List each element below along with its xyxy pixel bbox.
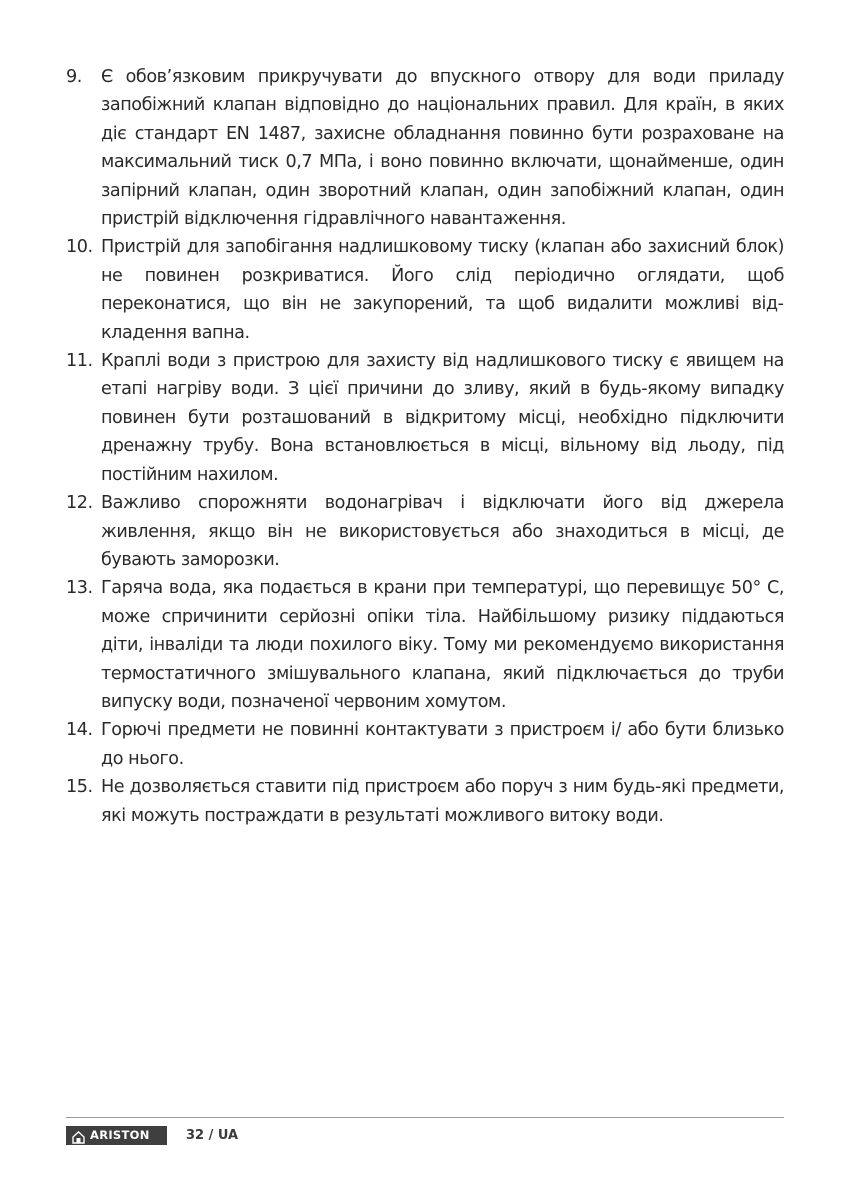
item-number: 9. (66, 67, 82, 87)
list-item-13 (66, 574, 784, 716)
instructions-list (66, 63, 784, 830)
item-number: 10. (66, 237, 93, 258)
list-item-15 (66, 773, 784, 830)
brand-logo (66, 1126, 167, 1145)
item-text: Не дозволяється ставити під пристроєм або поруч з ним будь-які предмети, які можуть постраждати в результаті можливого витоку води. (101, 777, 784, 826)
list-item-11 (66, 347, 784, 489)
item-text: Краплі води з пристрою для захисту від надлишкового тиску є явищем на етапі нагріву води. З цієї причини до зливу, який в будь-якому випадку повинен бути розташований в відкритому місці, необхідно підключити дренажну трубу. Вона встановлюється в місці, вільному від льоду, під постійним нахилом. (101, 351, 784, 485)
list-item-9 (66, 63, 784, 233)
item-text: Гаряча вода, яка подається в крани при температурі, що перевищує 50° С, може спричинити серйозні опіки тіла. Найбільшому ризику піддаються діти, інваліди та люди похилого віку. Тому ми рекомендуємо використання термостатичного змішувального клапана, який підключається до труби випуску води, позначеної червоним хомутом. (101, 578, 784, 712)
list-item-10 (66, 233, 784, 347)
footer-divider (66, 1117, 784, 1118)
page-number: 32 / UA (186, 1128, 239, 1143)
list-item-12 (66, 489, 784, 574)
item-number: 14. (66, 720, 93, 741)
item-number: 11. (66, 351, 93, 372)
item-text: Горючі предмети не повинні контактувати з пристроєм і/ або бути близько до нього. (101, 720, 784, 769)
house-logo-icon (72, 1129, 85, 1142)
item-number: 12. (66, 493, 93, 514)
item-number: 15. (66, 777, 93, 798)
item-text: Важливо спорожняти водонагрівач і відключати його від джерела живлення, якщо він не використовується або знаходиться в місці, де бувають заморозки. (101, 493, 784, 570)
item-text: Пристрій для запобігання надлишковому тиску (клапан або захисний блок) не повинен розкриватися. Його слід періодично оглядати, щоб переконатися, що він не закупорений, та щоб видалити можливі відкладення вапна. (101, 237, 784, 343)
brand-name: ARISTON (90, 1128, 150, 1142)
list-item-14 (66, 716, 784, 773)
item-text: Є обов’язковим прикручувати до впускного отвору для води приладу запобіжний клапан відповідно до національних правил. Для країн, в яких діє стандарт EN 1487, захисне обладнання повинно бути розраховане на максимальний тиск 0,7 МПа, і воно повинно включати, щонайменше, один запірний клапан, один зворотний клапан, один запобіжний клапан, один пристрій відключення гідравлічного навантаження. (101, 67, 784, 230)
item-number: 13. (66, 578, 93, 599)
